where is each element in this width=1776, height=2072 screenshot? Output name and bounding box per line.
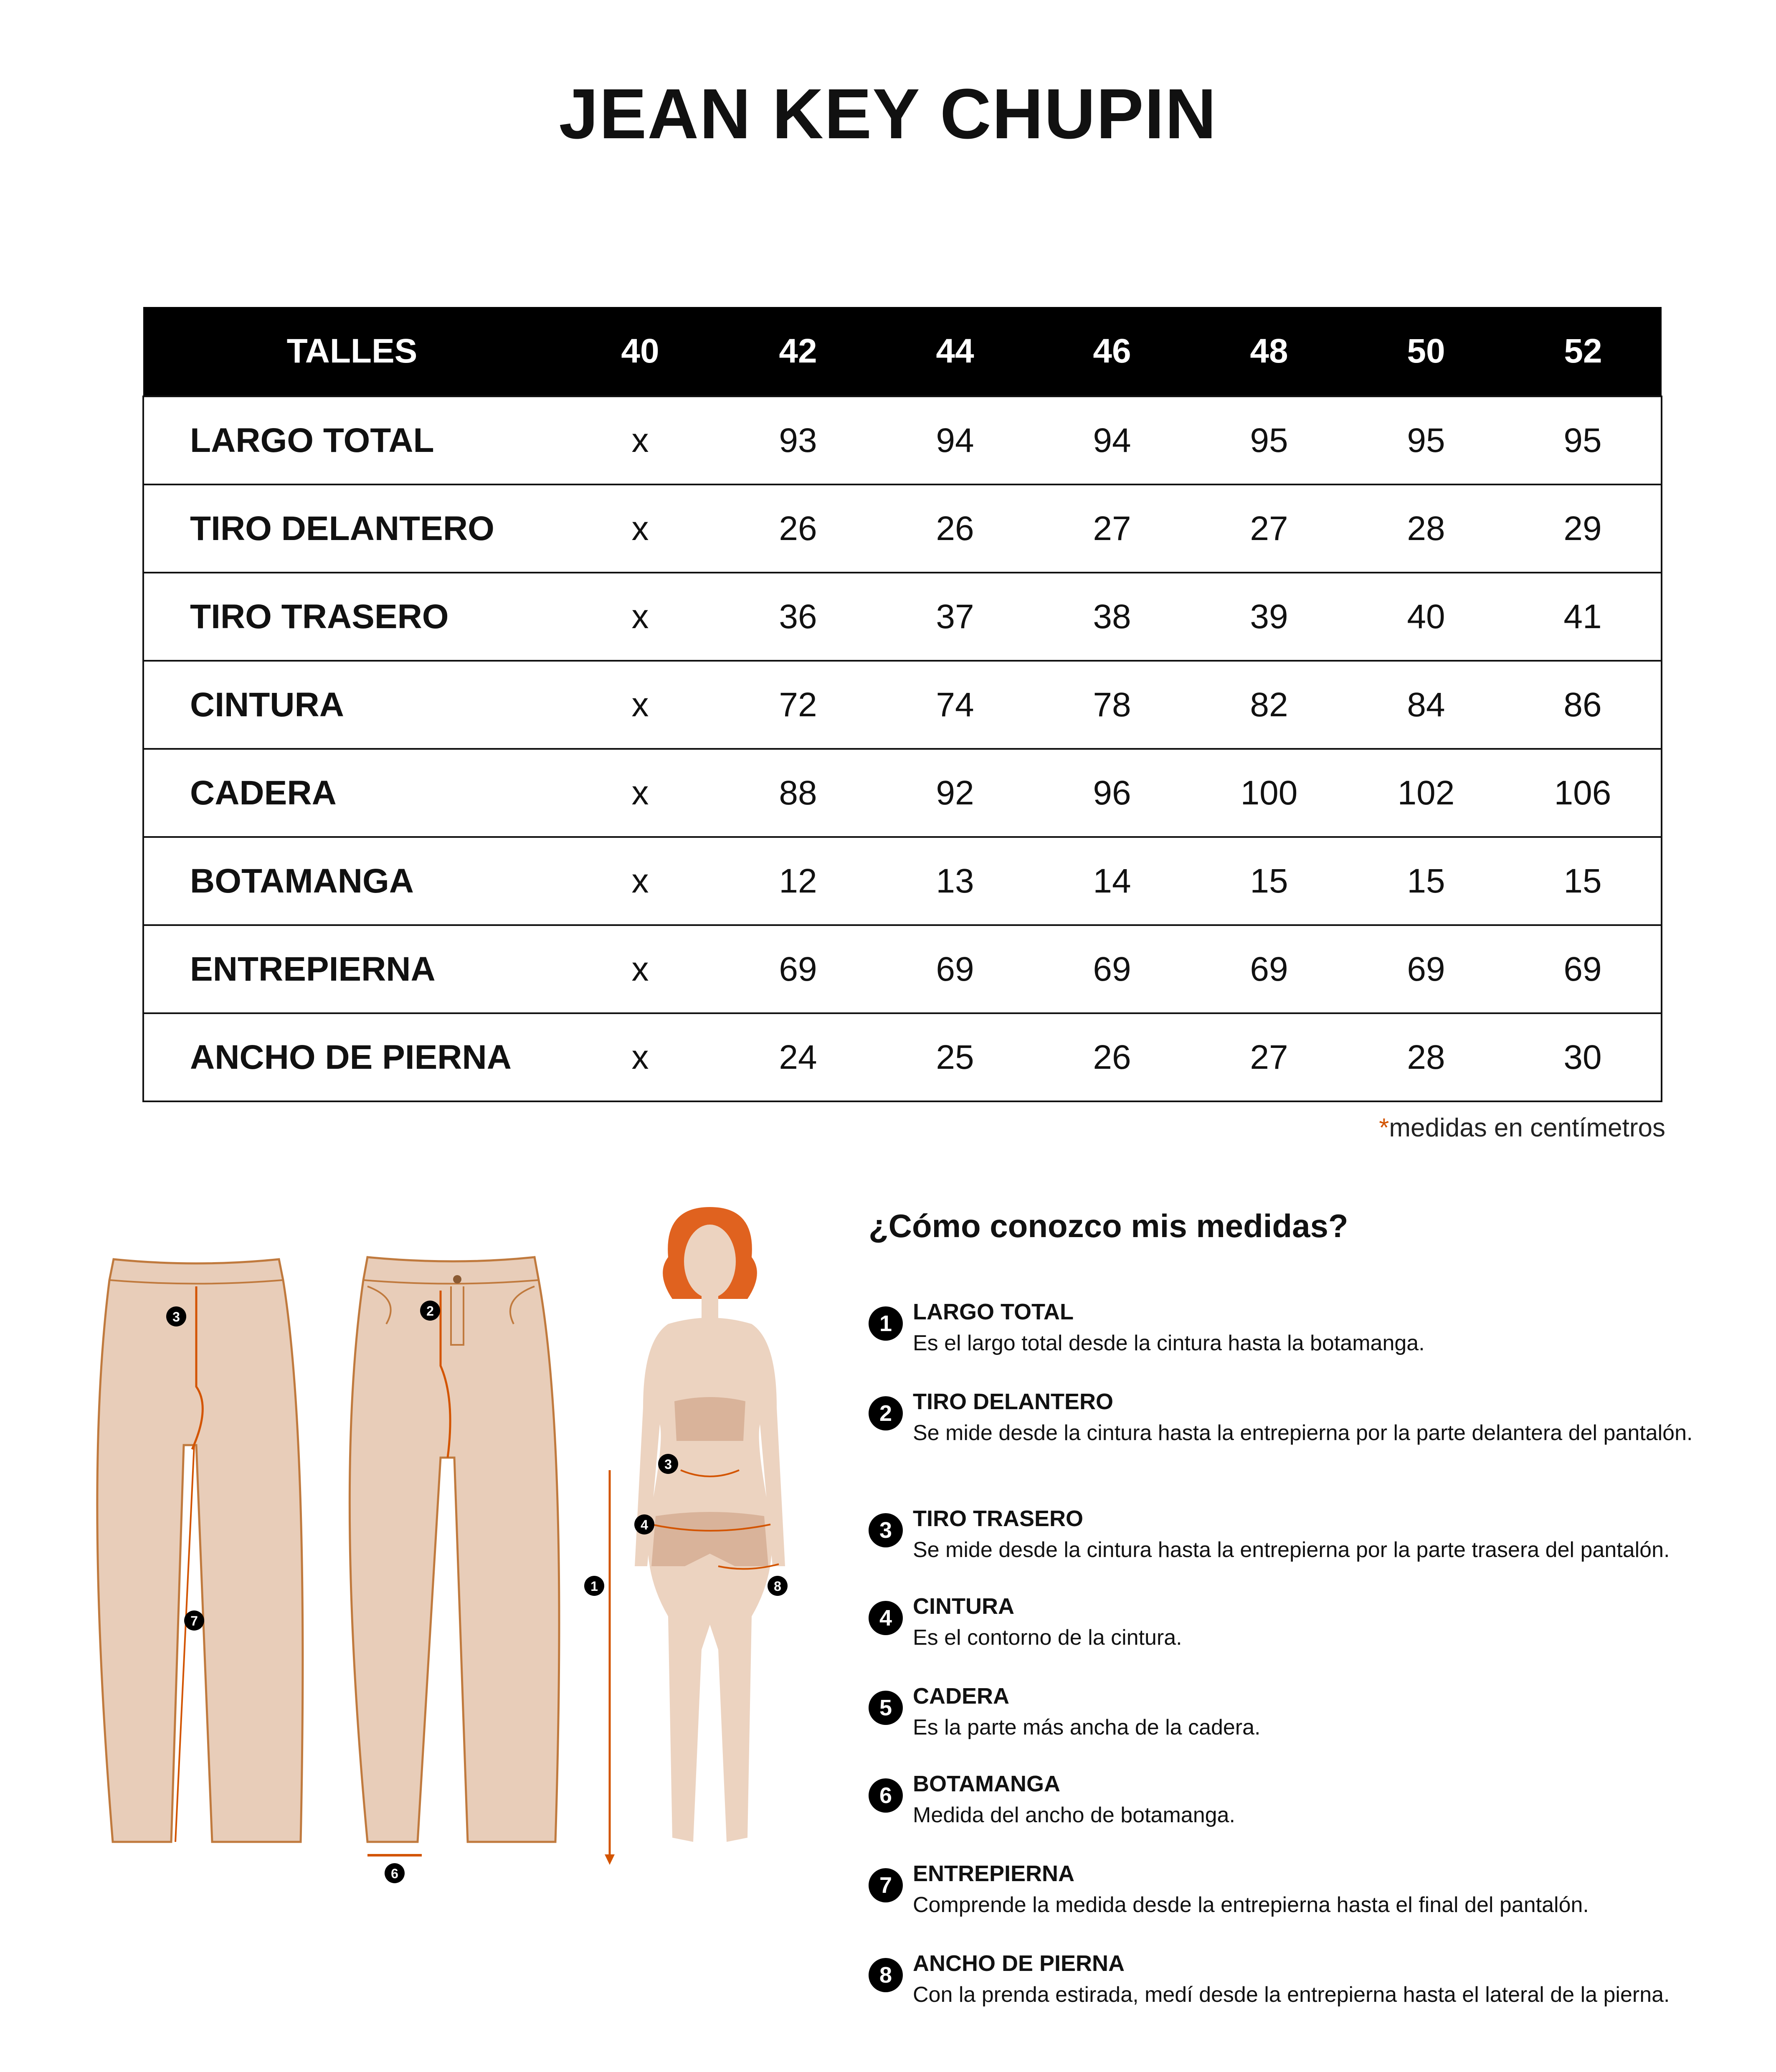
number-badge: 1 — [869, 1306, 903, 1341]
measurement-description: Comprende la medida desde la entrepierna hasta el final del pantalón. — [913, 1893, 1589, 1917]
note-text: medidas en centímetros — [1389, 1113, 1665, 1142]
table-cell: x — [561, 837, 720, 925]
table-cell: 14 — [1034, 837, 1191, 925]
table-cell: 78 — [1034, 661, 1191, 749]
marker-6-front — [385, 1863, 405, 1883]
table-cell: 36 — [720, 573, 877, 661]
marker-3-body — [658, 1454, 678, 1474]
measurement-description: Es el contorno de la cintura. — [913, 1626, 1182, 1650]
table-cell: x — [561, 396, 720, 484]
table-cell: 86 — [1505, 661, 1662, 749]
header-cell: 42 — [720, 307, 877, 396]
row-label: BOTAMANGA — [143, 837, 561, 925]
table-row — [143, 484, 1662, 573]
measurement-name: CADERA — [913, 1684, 1010, 1709]
table-cell: 28 — [1348, 484, 1505, 573]
row-label: LARGO TOTAL — [143, 396, 561, 484]
units-note — [1379, 1113, 1665, 1143]
table-cell: x — [561, 573, 720, 661]
header-cell: 52 — [1505, 307, 1662, 396]
measurement-description: Es la parte más ancha de la cadera. — [913, 1715, 1261, 1740]
table-cell: 24 — [720, 1013, 877, 1101]
table-cell: x — [561, 661, 720, 749]
table-cell: 88 — [720, 749, 877, 837]
table-cell: x — [561, 925, 720, 1013]
measurement-name: ANCHO DE PIERNA — [913, 1951, 1125, 1976]
header-cell: 44 — [877, 307, 1034, 396]
marker-4-body — [634, 1514, 654, 1534]
size-table — [142, 307, 1662, 1102]
row-label: ENTREPIERNA — [143, 925, 561, 1013]
header-cell: 40 — [561, 307, 720, 396]
table-cell: 27 — [1191, 1013, 1348, 1101]
row-label: CINTURA — [143, 661, 561, 749]
table-cell: x — [561, 484, 720, 573]
table-cell: x — [561, 1013, 720, 1101]
measurement-name: ENTREPIERNA — [913, 1861, 1075, 1886]
table-cell: 102 — [1348, 749, 1505, 837]
page-title: JEAN KEY CHUPIN — [559, 74, 1217, 154]
table-header-row — [143, 307, 1662, 396]
table-cell: 72 — [720, 661, 877, 749]
table-cell: 82 — [1191, 661, 1348, 749]
marker-8-body — [768, 1576, 788, 1596]
number-badge: 7 — [869, 1868, 903, 1902]
measurement-description: Medida del ancho de botamanga. — [913, 1803, 1235, 1827]
number-badge: 5 — [869, 1691, 903, 1725]
table-row — [143, 573, 1662, 661]
table-cell: 95 — [1348, 396, 1505, 484]
table-cell: 15 — [1505, 837, 1662, 925]
table-cell: 12 — [720, 837, 877, 925]
table-cell: 37 — [877, 573, 1034, 661]
table-cell: 38 — [1034, 573, 1191, 661]
table-cell: 13 — [877, 837, 1034, 925]
row-label: ANCHO DE PIERNA — [143, 1013, 561, 1101]
table-cell: 29 — [1505, 484, 1662, 573]
measurement-name: BOTAMANGA — [913, 1771, 1060, 1796]
measurement-name: TIRO DELANTERO — [913, 1389, 1113, 1414]
table-cell: 15 — [1348, 837, 1505, 925]
table-cell: 96 — [1034, 749, 1191, 837]
table-cell: 95 — [1505, 396, 1662, 484]
number-badge: 3 — [869, 1513, 903, 1547]
table-cell: x — [561, 749, 720, 837]
svg-text:1: 1 — [590, 1579, 598, 1594]
header-cell: 50 — [1348, 307, 1505, 396]
table-cell: 69 — [1034, 925, 1191, 1013]
length-arrow — [605, 1470, 615, 1865]
table-cell: 94 — [1034, 396, 1191, 484]
table-cell: 27 — [1034, 484, 1191, 573]
jeans-back-illustration — [97, 1259, 303, 1842]
table-cell: 69 — [1191, 925, 1348, 1013]
svg-text:3: 3 — [172, 1309, 180, 1324]
table-cell: 106 — [1505, 749, 1662, 837]
table-cell: 27 — [1191, 484, 1348, 573]
table-row — [143, 1013, 1662, 1101]
table-cell: 95 — [1191, 396, 1348, 484]
measurement-illustrations — [0, 1190, 835, 1921]
svg-text:2: 2 — [426, 1304, 434, 1319]
svg-text:3: 3 — [664, 1457, 672, 1472]
table-row — [143, 749, 1662, 837]
measurement-description: Es el largo total desde la cintura hasta la botamanga. — [913, 1331, 1425, 1355]
measurement-description: Se mide desde la cintura hasta la entrepierna por la parte trasera del pantalón. — [913, 1538, 1670, 1562]
how-to-measure-title: ¿Cómo conozco mis medidas? — [869, 1207, 1348, 1244]
number-badge: 8 — [869, 1958, 903, 1992]
row-label: TIRO DELANTERO — [143, 484, 561, 573]
jeans-front-illustration — [350, 1257, 559, 1855]
header-cell: TALLES — [143, 307, 561, 396]
body-illustration — [635, 1207, 785, 1842]
header-cell: 48 — [1191, 307, 1348, 396]
table-cell: 26 — [877, 484, 1034, 573]
table-cell: 84 — [1348, 661, 1505, 749]
table-cell: 69 — [720, 925, 877, 1013]
table-cell: 28 — [1348, 1013, 1505, 1101]
header-cell: 46 — [1034, 307, 1191, 396]
marker-3-back — [166, 1306, 186, 1326]
table-cell: 39 — [1191, 573, 1348, 661]
table-cell: 93 — [720, 396, 877, 484]
table-cell: 100 — [1191, 749, 1348, 837]
table-cell: 69 — [1348, 925, 1505, 1013]
table-cell: 69 — [877, 925, 1034, 1013]
table-cell: 15 — [1191, 837, 1348, 925]
measurement-name: CINTURA — [913, 1594, 1014, 1619]
table-cell: 94 — [877, 396, 1034, 484]
table-cell: 25 — [877, 1013, 1034, 1101]
marker-7-back — [184, 1610, 204, 1631]
table-cell: 26 — [720, 484, 877, 573]
table-row — [143, 925, 1662, 1013]
table-cell: 92 — [877, 749, 1034, 837]
row-label: CADERA — [143, 749, 561, 837]
table-row — [143, 661, 1662, 749]
table-row — [143, 837, 1662, 925]
svg-text:4: 4 — [641, 1517, 648, 1532]
row-label: TIRO TRASERO — [143, 573, 561, 661]
number-badge: 2 — [869, 1396, 903, 1430]
table-cell: 69 — [1505, 925, 1662, 1013]
number-badge: 4 — [869, 1601, 903, 1635]
measurement-description: Con la prenda estirada, medí desde la entrepierna hasta el lateral de la pierna. — [913, 1983, 1670, 2007]
marker-2-front — [420, 1301, 440, 1321]
table-cell: 30 — [1505, 1013, 1662, 1101]
measurement-description: Se mide desde la cintura hasta la entrepierna por la parte delantera del pantalón. — [913, 1421, 1693, 1445]
marker-1-length — [584, 1576, 604, 1596]
svg-text:7: 7 — [190, 1613, 198, 1628]
note-asterisk: * — [1379, 1113, 1389, 1142]
measurement-name: LARGO TOTAL — [913, 1299, 1074, 1324]
table-cell: 40 — [1348, 573, 1505, 661]
svg-text:8: 8 — [774, 1579, 781, 1594]
table-cell: 74 — [877, 661, 1034, 749]
svg-text:6: 6 — [391, 1866, 398, 1881]
table-cell: 26 — [1034, 1013, 1191, 1101]
number-badge: 6 — [869, 1778, 903, 1813]
table-row — [143, 396, 1662, 484]
measurement-name: TIRO TRASERO — [913, 1506, 1084, 1531]
table-cell: 41 — [1505, 573, 1662, 661]
